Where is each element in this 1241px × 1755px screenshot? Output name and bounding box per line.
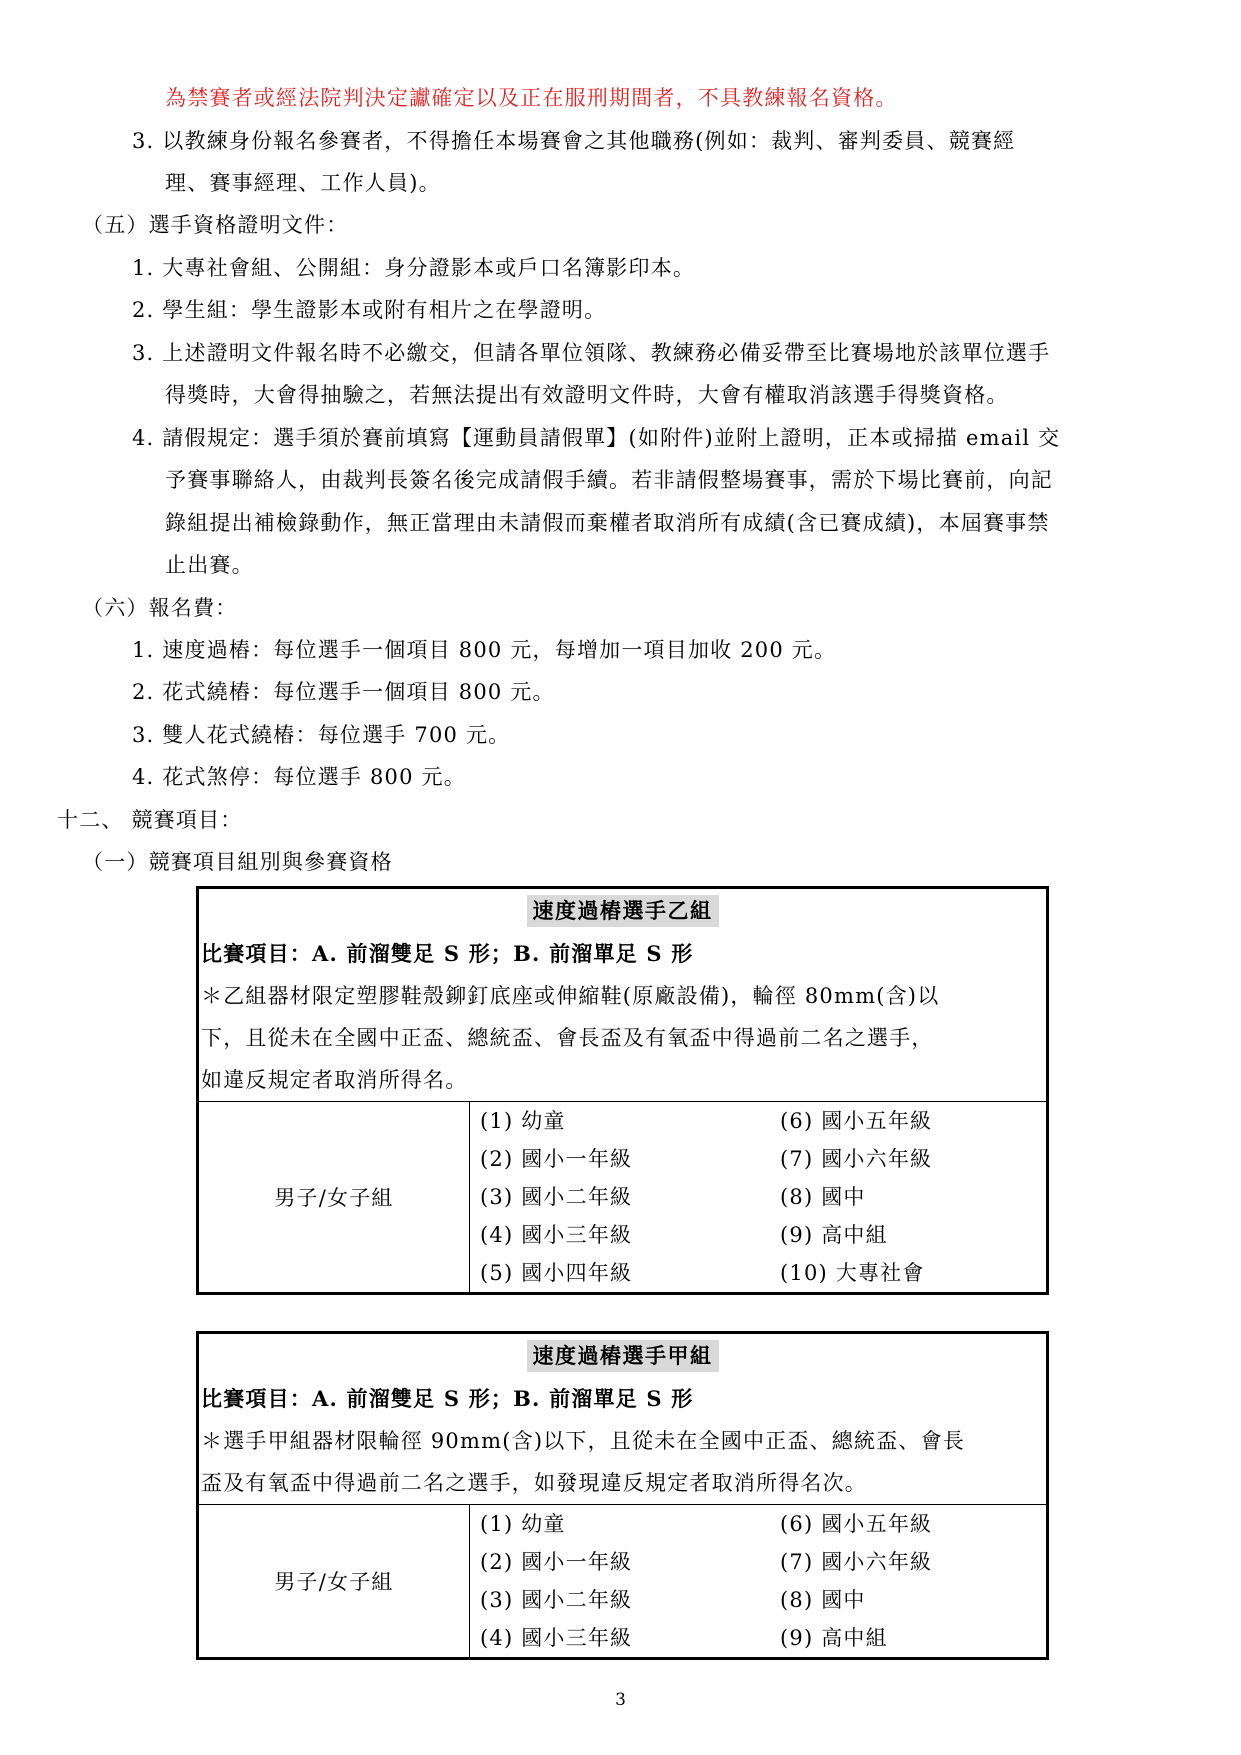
section-heading: （六）報名費：: [82, 596, 238, 620]
text-line: 1. 大專社會組、公開組：身分證影本或戶口名簿影印本。: [132, 256, 696, 280]
table-events: 比賽項目：A. 前溜雙足 S 形；B. 前溜單足 S 形: [201, 941, 694, 966]
group-label: 男子/女子組: [199, 1102, 470, 1292]
division-item: (2) 國小一年級: [480, 1147, 633, 1171]
division-item: (4) 國小三年級: [480, 1626, 633, 1650]
notice-line: 為禁賽者或經法院判決定讞確定以及正在服刑期間者，不具教練報名資格。: [165, 86, 898, 110]
division-item: (2) 國小一年級: [480, 1550, 633, 1574]
division-item: (6) 國小五年級: [780, 1109, 933, 1133]
table-note-line: ＊乙組器材限定塑膠鞋殼鉚釘底座或伸縮鞋(原廠設備)，輪徑 80mm(含)以: [201, 984, 940, 1008]
division-item: (5) 國小四年級: [480, 1261, 633, 1285]
table-title: 速度過樁選手乙組: [527, 895, 719, 927]
division-item: (7) 國小六年級: [780, 1550, 933, 1574]
text-line: 3. 雙人花式繞樁：每位選手 700 元。: [132, 723, 511, 747]
text-line: 得獎時，大會得抽驗之，若無法提出有效證明文件時，大會有權取消該選手得獎資格。: [165, 383, 1009, 407]
division-item: (1) 幼童: [480, 1109, 566, 1133]
section-heading: （一）競賽項目組別與參賽資格: [82, 850, 393, 874]
division-item: (10) 大專社會: [780, 1261, 925, 1285]
table-division-grid: [199, 1504, 1046, 1657]
division-column: [470, 1505, 770, 1657]
text-line: 1. 速度過樁：每位選手一個項目 800 元，每增加一項目加收 200 元。: [132, 638, 837, 662]
text-line: 4. 花式煞停：每位選手 800 元。: [132, 765, 466, 789]
table-title-row: [199, 1334, 1046, 1378]
division-column: [770, 1102, 1046, 1292]
division-item: (1) 幼童: [480, 1512, 566, 1536]
table-division-grid: [199, 1101, 1046, 1292]
text-line: 止出賽。: [165, 553, 254, 577]
text-line: 3. 上述證明文件報名時不必繳交，但請各單位領隊、教練務必備妥帶至比賽場地於該單位選手: [132, 341, 1051, 365]
table-note-line: ＊選手甲組器材限輪徑 90mm(含)以下，且從未在全國中正盃、總統盃、會長: [201, 1429, 966, 1453]
page-number: 3: [615, 1690, 626, 1710]
text-line: 3. 以教練身份報名參賽者，不得擔任本場賽會之其他職務(例如：裁判、審判委員、競賽經: [132, 129, 1016, 153]
division-item: (3) 國小二年級: [480, 1185, 633, 1209]
table-note-line: 下，且從未在全國中正盃、總統盃、會長盃及有氧盃中得過前二名之選手，: [201, 1026, 934, 1050]
division-item: (9) 高中組: [780, 1626, 888, 1650]
text-line: 理、賽事經理、工作人員)。: [165, 171, 441, 195]
table-note-line: 盃及有氧盃中得過前二名之選手，如發現違反規定者取消所得名次。: [201, 1471, 867, 1495]
division-column: [770, 1505, 1046, 1657]
division-item: (4) 國小三年級: [480, 1223, 633, 1247]
text-line: 2. 花式繞樁：每位選手一個項目 800 元。: [132, 680, 555, 704]
table-group-b: [196, 886, 1049, 1295]
chapter-heading: 十二、 競賽項目：: [57, 808, 243, 832]
division-item: (8) 國中: [780, 1185, 866, 1209]
text-line: 4. 請假規定：選手須於賽前填寫【運動員請假單】(如附件)並附上證明，正本或掃描 email 交: [132, 426, 1061, 450]
division-item: (9) 高中組: [780, 1223, 888, 1247]
group-label: 男子/女子組: [199, 1505, 470, 1657]
division-item: (8) 國中: [780, 1588, 866, 1612]
table-title-row: [199, 889, 1046, 933]
section-heading: （五）選手資格證明文件：: [82, 213, 349, 237]
table-events: 比賽項目：A. 前溜雙足 S 形；B. 前溜單足 S 形: [201, 1386, 694, 1411]
text-line: 錄組提出補檢錄動作，無正當理由未請假而棄權者取消所有成績(含已賽成績)，本屆賽事禁: [165, 511, 1050, 535]
table-title: 速度過樁選手甲組: [527, 1340, 719, 1372]
text-line: 2. 學生組：學生證影本或附有相片之在學證明。: [132, 298, 607, 322]
division-column: [470, 1102, 770, 1292]
division-item: (6) 國小五年級: [780, 1512, 933, 1536]
division-item: (7) 國小六年級: [780, 1147, 933, 1171]
table-group-a: [196, 1331, 1049, 1660]
table-note-line: 如違反規定者取消所得名。: [201, 1068, 468, 1092]
division-item: (3) 國小二年級: [480, 1588, 633, 1612]
text-line: 予賽事聯絡人，由裁判長簽名後完成請假手續。若非請假整場賽事，需於下場比賽前，向記: [165, 468, 1053, 492]
